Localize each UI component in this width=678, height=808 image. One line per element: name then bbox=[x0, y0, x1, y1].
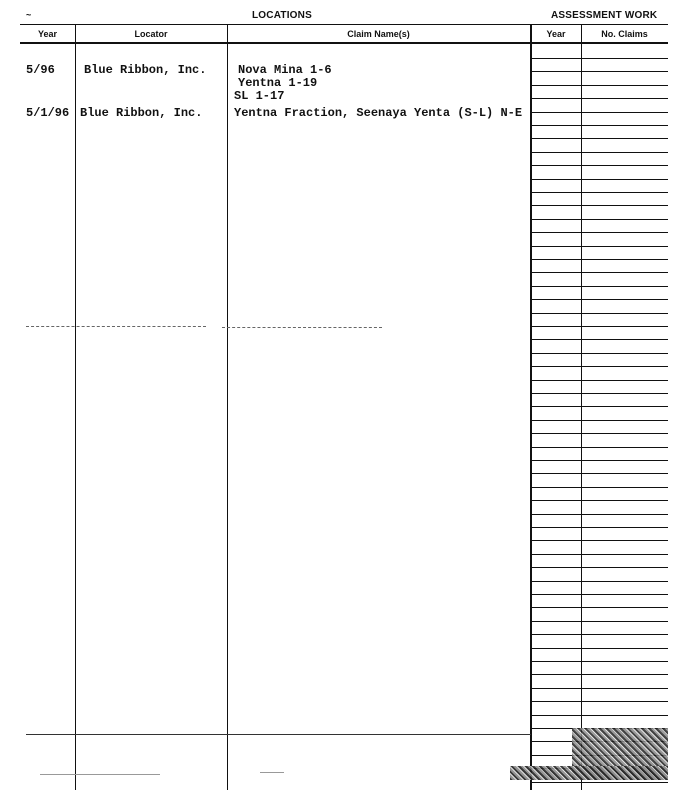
assessment-work-rule bbox=[531, 272, 668, 273]
assessment-work-rule bbox=[531, 58, 668, 59]
assessment-work-rule bbox=[531, 688, 668, 689]
assessment-work-rule bbox=[531, 85, 668, 86]
assessment-work-rule bbox=[531, 286, 668, 287]
separator-dash-right bbox=[222, 327, 382, 328]
assessment-work-rule bbox=[531, 715, 668, 716]
assessment-work-rule bbox=[531, 112, 668, 113]
assessment-work-rule bbox=[531, 500, 668, 501]
assessment-work-rule bbox=[531, 299, 668, 300]
column-header-locator: Locator bbox=[134, 29, 168, 39]
assessment-work-rule bbox=[531, 98, 668, 99]
locations-heading: LOCATIONS bbox=[252, 10, 312, 21]
assessment-work-rule bbox=[531, 527, 668, 528]
assessment-work-rule bbox=[531, 648, 668, 649]
assessment-work-rule bbox=[531, 540, 668, 541]
assessment-work-rule bbox=[531, 406, 668, 407]
assessment-work-rule bbox=[531, 71, 668, 72]
assessment-work-rule bbox=[531, 701, 668, 702]
column-header-aw-no-claims: No. Claims bbox=[601, 29, 648, 39]
assessment-work-rule bbox=[531, 607, 668, 608]
assessment-work-rule bbox=[531, 447, 668, 448]
assessment-work-rule bbox=[531, 634, 668, 635]
bottom-rule bbox=[26, 734, 531, 735]
row-2-year: 5/1/96 bbox=[26, 106, 70, 120]
assessment-work-rule bbox=[531, 514, 668, 515]
row-1-year: 5/96 bbox=[26, 63, 55, 77]
assessment-work-rule bbox=[531, 420, 668, 421]
scan-noise-bottom bbox=[510, 766, 668, 780]
assessment-work-rule bbox=[531, 219, 668, 220]
assessment-work-rule bbox=[531, 205, 668, 206]
assessment-work-rule bbox=[531, 554, 668, 555]
assessment-work-rule bbox=[531, 661, 668, 662]
assessment-work-rule bbox=[531, 473, 668, 474]
corner-mark: ~ bbox=[26, 10, 32, 20]
divider-year-locator bbox=[75, 24, 76, 790]
assessment-work-rule bbox=[531, 246, 668, 247]
assessment-work-rule bbox=[531, 594, 668, 595]
assessment-work-rule bbox=[531, 152, 668, 153]
assessment-work-rule bbox=[531, 138, 668, 139]
divider-locator-claims bbox=[227, 24, 228, 790]
row-2-locator: Blue Ribbon, Inc. bbox=[80, 106, 203, 120]
assessment-work-rule bbox=[531, 366, 668, 367]
separator-dash-left bbox=[26, 326, 206, 327]
assessment-work-rule bbox=[531, 353, 668, 354]
assessment-work-rule bbox=[531, 232, 668, 233]
assessment-work-rule bbox=[531, 581, 668, 582]
assessment-work-rule bbox=[531, 179, 668, 180]
column-header-claim-names: Claim Name(s) bbox=[347, 29, 410, 39]
column-header-year: Year bbox=[37, 29, 58, 39]
assessment-work-rule bbox=[531, 380, 668, 381]
assessment-work-rule bbox=[531, 259, 668, 260]
assessment-work-rule bbox=[531, 125, 668, 126]
header-top-rule bbox=[20, 24, 668, 25]
header-bottom-rule bbox=[20, 42, 668, 44]
assessment-work-rule bbox=[531, 339, 668, 340]
assessment-work-rule bbox=[531, 621, 668, 622]
row-1-locator: Blue Ribbon, Inc. bbox=[84, 63, 207, 77]
assessment-work-rule bbox=[531, 393, 668, 394]
row-1-claim-2: Yentna 1-19 bbox=[238, 76, 318, 90]
column-header-aw-year: Year bbox=[546, 29, 566, 39]
assessment-work-heading: ASSESSMENT WORK bbox=[551, 10, 658, 21]
row-1-claim-1: Nova Mina 1-6 bbox=[238, 63, 332, 77]
row-2-claim-1: Yentna Fraction, Seenaya Yenta (S-L) N-E bbox=[234, 106, 523, 120]
assessment-work-rule bbox=[531, 433, 668, 434]
assessment-work-rule bbox=[531, 567, 668, 568]
scan-smudge-mid bbox=[260, 772, 284, 773]
assessment-work-rule bbox=[531, 460, 668, 461]
scan-smudge-left bbox=[40, 774, 160, 775]
assessment-work-rule bbox=[531, 674, 668, 675]
assessment-work-rule bbox=[531, 192, 668, 193]
row-1-claim-3: SL 1-17 bbox=[234, 89, 285, 103]
assessment-work-rule bbox=[531, 326, 668, 327]
assessment-work-rule bbox=[531, 165, 668, 166]
assessment-work-rule bbox=[531, 487, 668, 488]
assessment-work-rule bbox=[531, 782, 668, 783]
assessment-work-rule bbox=[531, 313, 668, 314]
